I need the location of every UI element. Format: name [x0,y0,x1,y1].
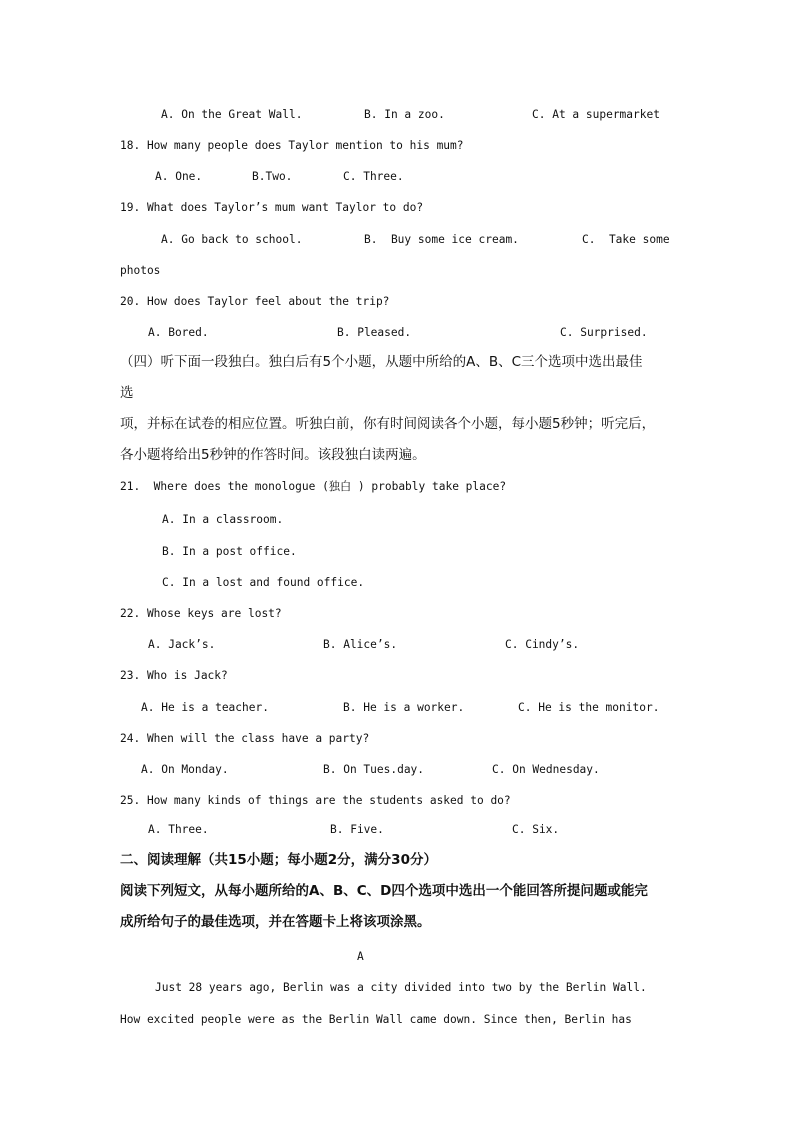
q19-option-c-wrap: photos [120,264,161,277]
q19-question: 19. What does Taylor’s mum want Taylor to do? [120,201,424,214]
q18-option-c: C. Three. [343,170,404,183]
passage-line-2: How excited people were as the Berlin Wall came down. Since then, Berlin has [120,1013,632,1026]
section4-instructions-line1: （四）听下面一段独白。独白后有5个小题，从题中所给的A、B、C三个选项中选出最佳 [120,354,643,370]
q21-option-a: A. In a classroom. [162,513,284,526]
q17-option-b: B. In a zoo. [364,108,445,121]
q20-option-c: C. Surprised. [560,326,648,339]
q17-option-a: A. On the Great Wall. [161,108,303,121]
q23-question: 23. Who is Jack? [120,669,228,682]
q21-question: 21. Where does the monologue (独白 ) probably take place? [120,480,507,493]
q18-question: 18. How many people does Taylor mention to his mum? [120,139,464,152]
q24-option-b: B. On Tues.day. [323,763,425,776]
reading-section-heading: 二、阅读理解（共15小题；每小题2分，满分30分） [120,852,437,868]
q19-option-b: B. Buy some ice cream. [364,233,519,246]
section4-instructions-line3: 项，并标在试卷的相应位置。听独白前，你有时间阅读各个小题，每小题5秒钟；听完后， [120,416,656,432]
q25-option-c: C. Six. [512,823,560,836]
q22-option-a: A. Jack’s. [148,638,216,651]
q22-option-b: B. Alice’s. [323,638,398,651]
q18-option-a: A. One. [155,170,203,183]
q18-option-b: B.Two. [252,170,293,183]
q25-question: 25. How many kinds of things are the students asked to do? [120,794,511,807]
passage-line-1: Just 28 years ago, Berlin was a city divided into two by the Berlin Wall. [155,981,647,994]
q21-option-b: B. In a post office. [162,545,297,558]
q23-option-c: C. He is the monitor. [518,701,660,714]
q21-option-c: C. In a lost and found office. [162,576,365,589]
q25-option-b: B. Five. [330,823,384,836]
q22-option-c: C. Cindy’s. [505,638,580,651]
q24-question: 24. When will the class have a party? [120,732,370,745]
q20-question: 20. How does Taylor feel about the trip? [120,295,390,308]
q25-option-a: A. Three. [148,823,209,836]
reading-instructions-line2: 成所给句子的最佳选项，并在答题卡上将该项涂黑。 [120,914,431,930]
q17-option-c: C. At a supermarket [532,108,660,121]
q19-option-c: C. Take some [582,233,670,246]
q23-option-a: A. He is a teacher. [141,701,269,714]
q24-option-c: C. On Wednesday. [492,763,600,776]
passage-label: A [357,950,364,963]
section4-instructions-line4: 各小题将给出5秒钟的作答时间。该段独白读两遍。 [120,447,426,463]
reading-instructions-line1: 阅读下列短文，从每小题所给的A、B、C、D四个选项中选出一个能回答所提问题或能完 [120,883,648,899]
q22-question: 22. Whose keys are lost? [120,607,282,620]
section4-instructions-line2: 选 [120,385,134,401]
q23-option-b: B. He is a worker. [343,701,465,714]
q19-option-a: A. Go back to school. [161,233,303,246]
q24-option-a: A. On Monday. [141,763,229,776]
q20-option-a: A. Bored. [148,326,209,339]
q20-option-b: B. Pleased. [337,326,412,339]
